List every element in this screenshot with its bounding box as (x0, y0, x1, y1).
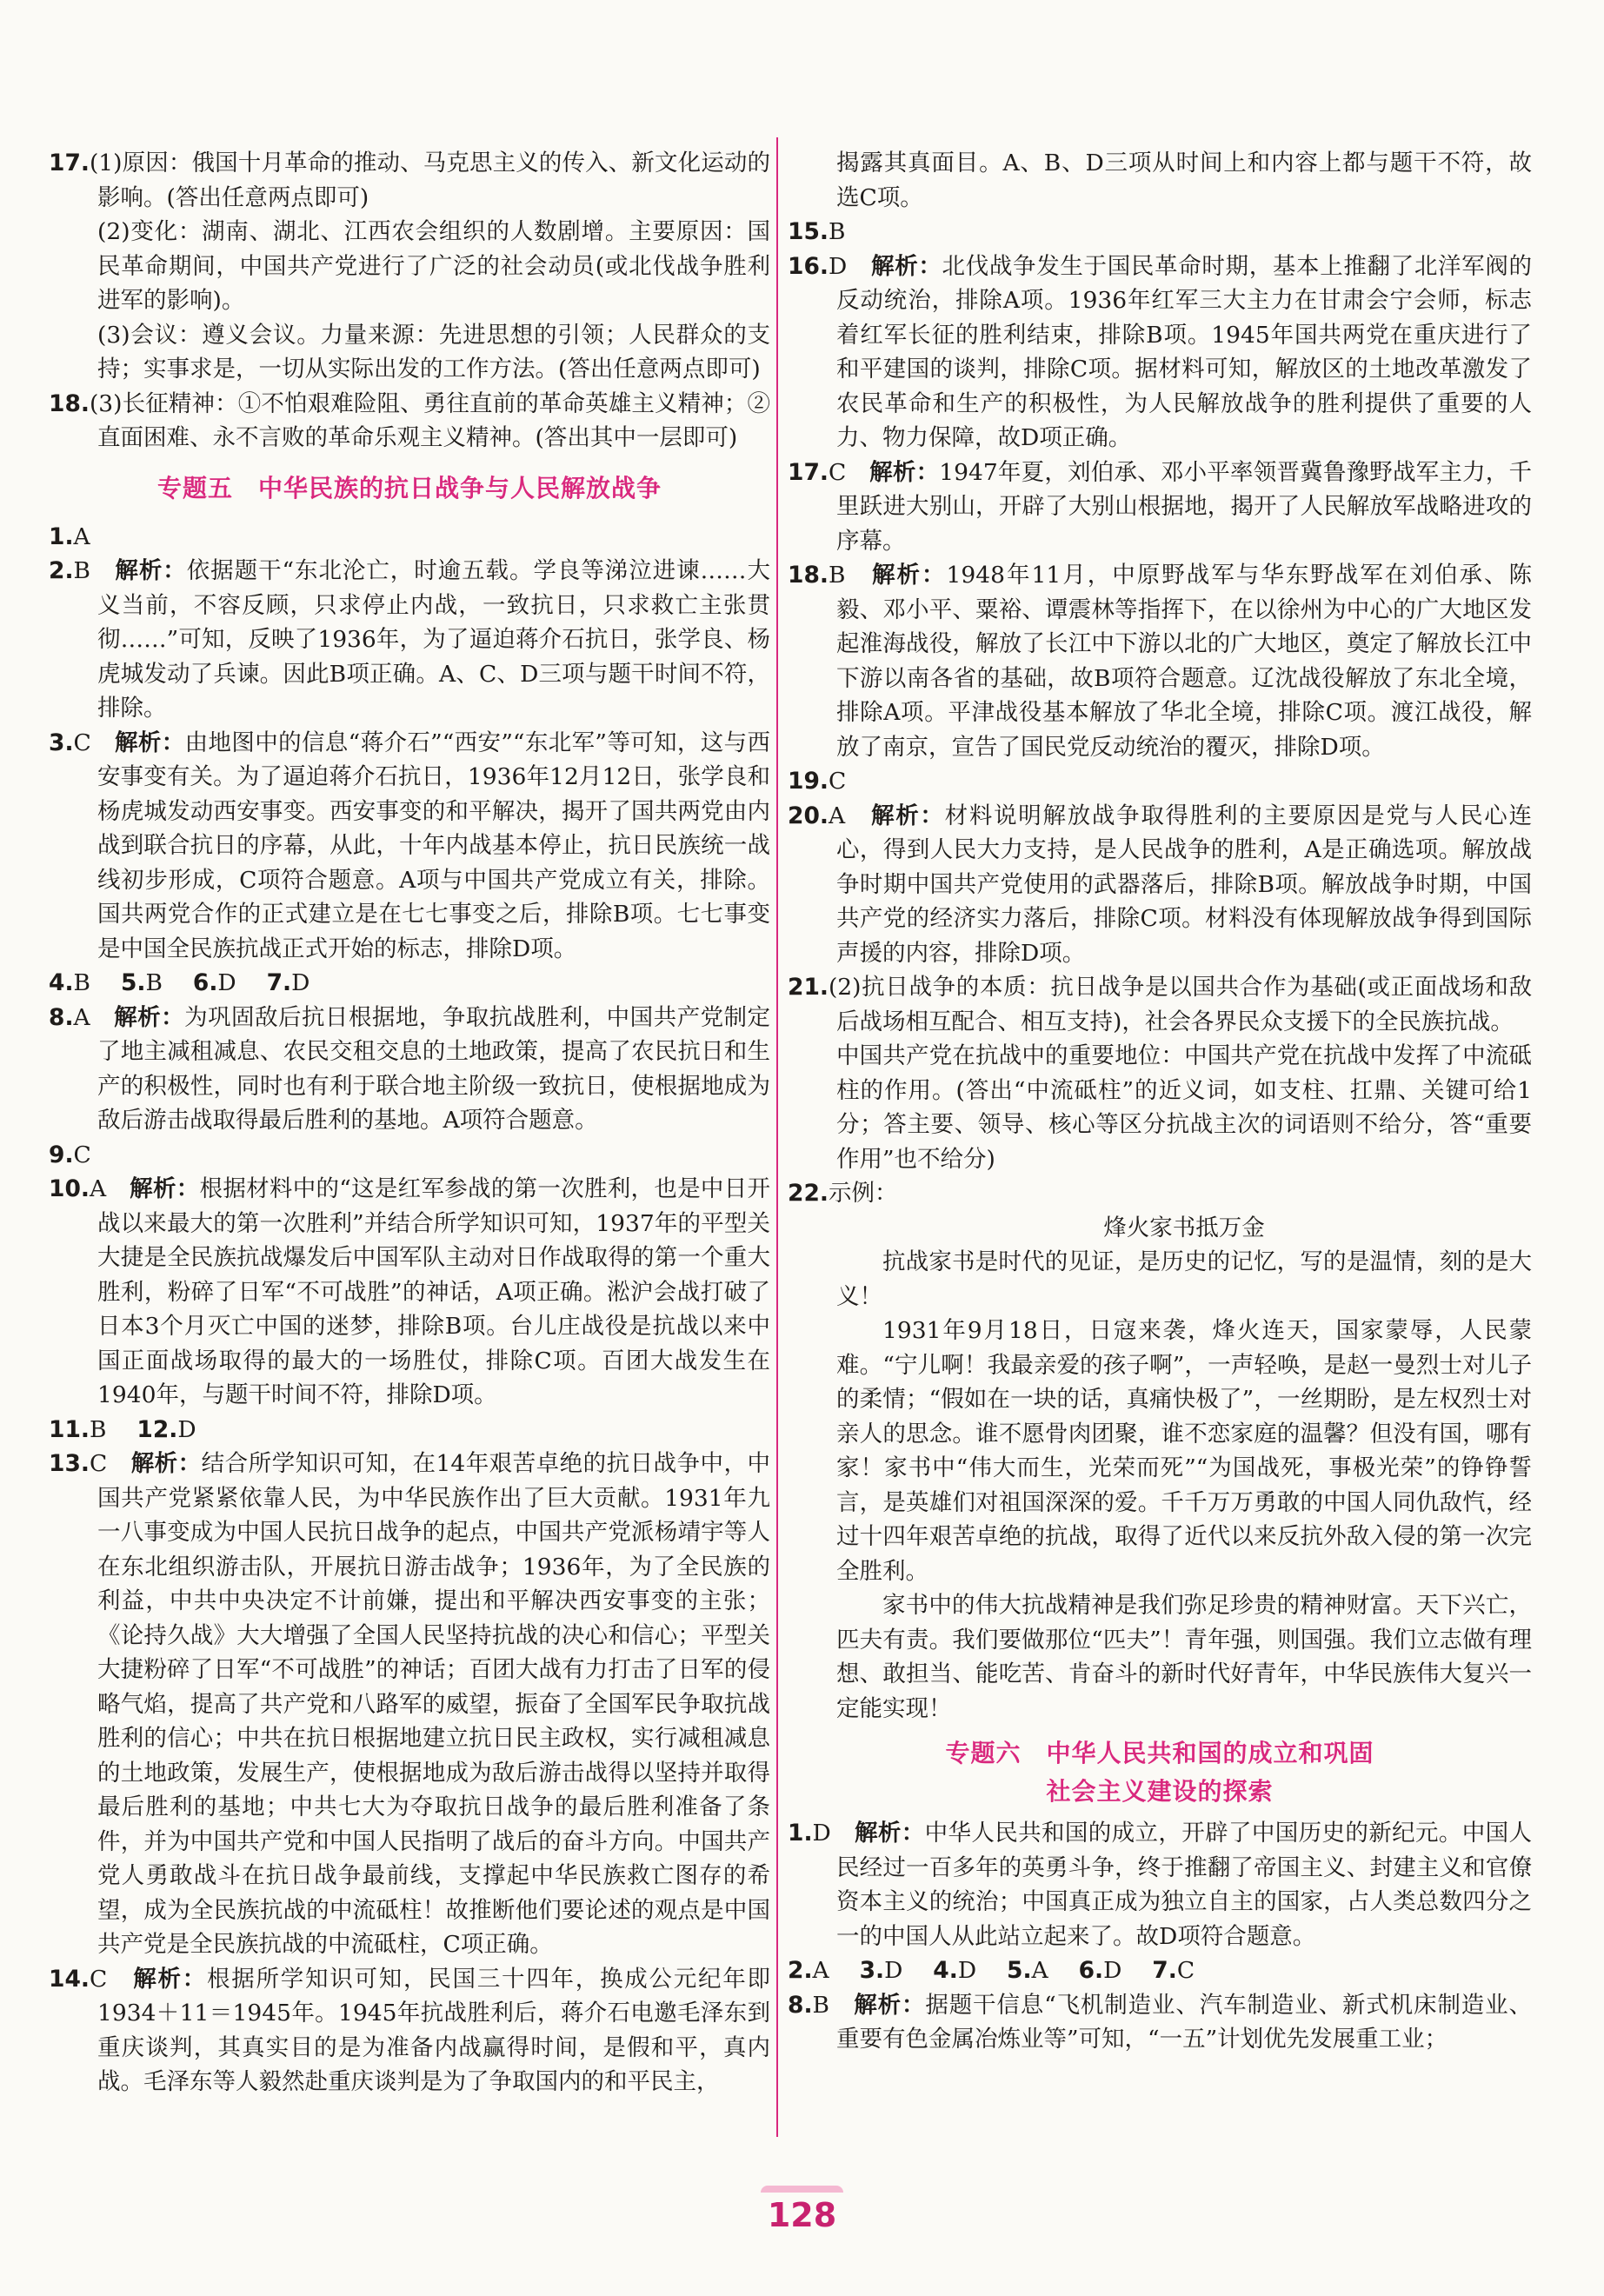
analysis-label: 解析： (871, 252, 942, 280)
analysis-label: 解析： (130, 1175, 200, 1202)
analysis-text: 根据材料中的“这是红军参战的第一次胜利，也是中日开战以来最大的第一次胜利”并结合所学知识可知，1937年的平型关大捷是全民族抗战爆发后中国军队主动对日作战取得的第一个重大胜利，粉碎了日军“不可战胜”的神话，A项正确。淞沪会战打破了日本3个月灭亡中国的迷梦，排除B项。台儿庄战役是抗战以来中国正面战场取得的最大的一场胜仗，排除C项。百团大战发生在1940年，与题干时间不符，排除D项。 (97, 1175, 770, 1408)
question-14: 14.C 解析：根据所学知识可知，民国三十四年，换成公元纪年即1934＋11＝1945年。1945年抗战胜利后，蒋介石电邀毛泽东到重庆谈判，其真实目的是为准备内战赢得时间，是假和平，真内战。毛泽东等人毅然赴重庆谈判是为了争取国内的和平民主， (49, 1965, 771, 2095)
question-20: 20.A 解析：材料说明解放战争取得胜利的主要原因是党与人民心连心，得到人民大力支持，是人民战争的胜利，A是正确选项。解放战争时期中国共产党使用的武器落后，排除B项。解放战争时期，中国共产党的经济实力落后，排除C项。材料没有体现解放战争得到国际声援的内容，排除D项。 (788, 802, 1533, 967)
section-title-6: 专题六 中华人民共和国的成立和巩固 社会主义建设的探索 (945, 1739, 1374, 1806)
s6-question-8: 8.B 解析：据题干信息“飞机制造业、汽车制造业、新式机床制造业、重要有色金属冶炼业等”可知，“一五”计划优先发展重工业； (788, 1991, 1532, 2053)
analysis-text: 中华人民共和国的成立，开辟了中国历史的新纪元。中国人民经过一百多年的英勇斗争，终于推翻了帝国主义、封建主义和官僚资本主义的统治；中国真正成为独立自主的国家，占人类总数四分之一的中国人从此站立起来了。故D项符合题意。 (836, 1820, 1533, 1950)
essay-title: 烽火家书抵万金 (1103, 1214, 1265, 1241)
analysis-text: 依据题干“东北沦亡，时逾五载。学良等涕泣进谏……大义当前，不容反顾，只求停止内战，一致抗日，只求救亡主张贯彻……”可知，反映了1936年，为了逼迫蒋介石抗日，张学良、杨虎城发动了兵谏。因此B项正确。A、C、D三项与题干时间不符，排除。 (97, 557, 770, 722)
question-number: 17. (49, 150, 90, 176)
analysis-label: 解析： (133, 1965, 208, 1993)
question-18-right: 18.B 解析：1948年11月，中原野战军与华东野战军在刘伯承、陈毅、邓小平、粟裕、谭震林等指挥下，在以徐州为中心的广大地区发起淮海战役，解放了长江中下游以北的广大地区，奠定了解放长江中下游以南各省的基础，故B项符合题意。辽沈战役解放了东北全境，排除A项。平津战役基本解放了华北全境，排除C项。渡江战役，解放了南京，宣告了国民党反动统治的覆灭，排除D项。 (788, 562, 1532, 761)
question-3: 3.C 解析：由地图中的信息“蒋介石”“西安”“东北军”等可知，这与西安事变有关。为了逼迫蒋介石抗日，1936年12月12日，张学良和杨虎城发动西安事变。西安事变的和平解决，揭开了国共两党由内战到联合抗日的序幕，从此，十年内战基本停止，抗日民族统一战线初步形成，C项符合题意。A项与中国共产党成立有关，排除。国共两党合作的正式建立是在七七事变之后，排除B项。七七事变是中国全民族抗战正式开始的标志，排除D项。 (49, 729, 770, 962)
analysis-label: 解析： (871, 802, 945, 829)
analysis-text: 1947年夏，刘伯承、邓小平率领晋冀鲁豫野战军主力，千里跃进大别山，开辟了大别山根据地，揭开了人民解放军战略进攻的序幕。 (836, 458, 1532, 555)
questions-11-12: 11.B 12.D (49, 1415, 196, 1443)
question-16: 16.D 解析：北伐战争发生于国民革命时期，基本上推翻了北洋军阀的反动统治，排除A项。1936年红军三大主力在甘肃会宁会师，标志着红军长征的胜利结束，排除B项。1945年国共两党在重庆进行了和平建国的谈判，排除C项。据材料可知，解放区的土地改革激发了农民革命和生产的积极性，为人民解放战争的胜利提供了重要的人力、物力保障，故D项正确。 (788, 252, 1533, 451)
answer-text: (1)原因：俄国十月革命的推动、马克思主义的传入、新文化运动的影响。(答出任意两点即可) (89, 150, 770, 211)
question-17 (49, 146, 770, 387)
answer-text: 中国共产党在抗战中的重要地位：中国共产党在抗战中发挥了中流砥柱的作用。(答出“中流砥柱”的近义词，如支柱、扛鼎、关键可给1分；答主要、领导、核心等区分抗战主次的词语则不给分，答“重要作用”也不给分) (836, 1042, 1532, 1173)
question-21: 21.(2)抗日战争的本质：抗日战争是以国共合作为基础(或正面战场和敌后战场相互配合、相互支持)，社会各界民众支援下的全民族抗战。 中国共产党在抗战中的重要地位：中国共产党在抗战中发挥了中流砥柱的作用。(答出“中流砥柱”的近义词，如支柱、扛鼎、关键可给1分；答主要、领导、核心等区分抗战主次的词语则不给分，答“重要作用”也不给分) (788, 970, 1532, 1176)
analysis-label: 解析： (854, 1991, 926, 2019)
analysis-text: 根据所学知识可知，民国三十四年，换成公元纪年即1934＋11＝1945年。1945年抗战胜利后，蒋介石电邀毛泽东到重庆谈判，其真实目的是为准备内战赢得时间，是假和平，真内战。毛泽东等人毅然赴重庆谈判是为了争取国内的和平民主， (97, 1965, 771, 2095)
analysis-label: 解析： (855, 1820, 925, 1847)
analysis-text: 结合所学知识可知，在14年艰苦卓绝的抗日战争中，中国共产党紧紧依靠人民，为中华民族作出了巨大贡献。1931年九一八事变成为中国人民抗日战争的起点，中国共产党派杨靖宇等人在东北组织游击队，开展抗日游击战争；1936年，为了全民族的利益，中共中央决定不计前嫌，提出和平解决西安事变的主张；《论持久战》大大增强了全国人民坚持抗战的决心和信心；平型关大捷粉碎了日军“不可战胜”的神话；百团大战有力打击了日军的侵略气焰，提高了共产党和八路军的威望，振奋了全国军民争取抗战胜利的信心；中共在抗日根据地建立抗日民主政权，实行减租减息的土地政策，发展生产，使根据地成为敌后游击战得以坚持并取得最后胜利的基地；中共七大为夺取抗日战争的最后胜利准备了条件，并为中国共产党和中国人民指明了战后的奋斗方向。中国共产党人勇敢战斗在抗日战争最前线，支撑起中华民族救亡图存的希望，成为全民族抗战的中流砥柱！故推断他们要论述的观点是中国共产党是全民族抗战的中流砥柱，C项正确。 (97, 1450, 770, 1958)
question-22: 22.示例： 烽火家书抵万金 抗战家书是时代的见证，是历史的记忆，写的是温情，刻的是大义！ 1931年9月18日，日寇来袭，烽火连天，国家蒙辱，人民蒙难。“宁儿啊！我最亲爱的孩子啊”，一声轻唤，是赵一曼烈士对儿子的柔情；“假如在一块的话，真痛快极了”，一丝期盼，是左权烈士对亲人的思念。谁不愿骨肉团聚，谁不恋家庭的温馨？但没有国，哪有家！家书中“伟大而生，光荣而死”“为国战死，事极光荣”的铮铮誓言，是英雄们对祖国深深的爱。千千万万勇敢的中国人同仇敌忾，经过十四年艰苦卓绝的抗战，取得了近代以来反抗外敌入侵的第一次完全胜利。 家书中的伟大抗战精神是我们弥足珍贵的精神财富。天下兴亡，匹夫有责。我们要做那位“匹夫”！青年强，则国强。我们立志做有理想、敢担当、能吃苦、肯奋斗的新时代好青年，中华民族伟大复兴一定能实现！ (788, 1176, 1532, 1726)
analysis-label: 解析： (115, 729, 185, 756)
question-1: 1.A (49, 522, 90, 550)
page-number-badge: 128 (752, 2191, 852, 2239)
analysis-label: 解析： (869, 458, 940, 486)
essay-paragraph: 家书中的伟大抗战精神是我们弥足珍贵的精神财富。天下兴亡，匹夫有责。我们要做那位“匹夫”！青年强，则国强。我们立志做有理想、敢担当、能吃苦、肯奋斗的新时代好青年，中华民族伟大复兴一定能实现！ (836, 1592, 1532, 1722)
question-9: 9.C (49, 1141, 91, 1168)
question-8: 8.A 解析：为巩固敌后抗日根据地，争取抗战胜利，中国共产党制定了地主减租减息、农民交租交息的土地政策，提高了农民抗日和生产的积极性，同时也有利于联合地主阶级一致抗日，使根据地成为敌后游击战取得最后胜利的基地。A项符合题意。 (49, 1003, 771, 1134)
analysis-label: 解析： (115, 557, 187, 584)
s6-questions-2-7: 2.A 3.D 4.D 5.A 6.D 7.C (788, 1957, 1195, 1984)
analysis-label: 解析： (114, 1003, 185, 1031)
question-13: 13.C 解析：结合所学知识可知，在14年艰苦卓绝的抗日战争中，中国共产党紧紧依靠人民，为中华民族作出了巨大贡献。1931年九一八事变成为中国人民抗日战争的起点，中国共产党派杨靖宇等人在东北组织游击队，开展抗日游击战争；1936年，为了全民族的利益，中共中央决定不计前嫌，提出和平解决西安事变的主张；《论持久战》大大增强了全国人民坚持抗战的决心和信心；平型关大捷粉碎了日军“不可战胜”的神话；百团大战有力打击了日军的侵略气焰，提高了共产党和八路军的威望，振奋了全国军民争取抗战胜利的信心；中共在抗日根据地建立抗日民主政权，实行减租减息的土地政策，发展生产，使根据地成为敌后游击战得以坚持并取得最后胜利的基地；中共七大为夺取抗日战争的最后胜利准备了条件，并为中国共产党和中国人民指明了战后的奋斗方向。中国共产党人勇敢战斗在抗日战争最前线，支撑起中华民族救亡图存的希望，成为全民族抗战的中流砥柱！故推断他们要论述的观点是中国共产党是全民族抗战的中流砥柱，C项正确。 (49, 1450, 770, 1958)
left-column (49, 146, 770, 2100)
question-14-continued: 揭露其真面目。A、B、D三项从时间上和内容上都与题干不符，故选C项。 (836, 150, 1532, 211)
question-2: 2.B 解析：依据题干“东北沦亡，时逾五载。学良等涕泣进谏……大义当前，不容反顾，只求停止内战，一致抗日，只求救亡主张贯彻……”可知，反映了1936年，为了逼迫蒋介石抗日，张学良、杨虎城发动了兵谏。因此B项正确。A、C、D三项与题干时间不符，排除。 (49, 557, 770, 722)
question-number: 18. (49, 389, 90, 417)
question-18 (49, 387, 770, 456)
answer-text: (2)变化：湖南、湖北、江西农会组织的人数剧增。主要原因：国民革命期间，中国共产党进行了广泛的社会动员(或北伐战争胜利进军的影响)。 (97, 218, 770, 314)
s6-question-1: 1.D 解析：中华人民共和国的成立，开辟了中国历史的新纪元。中国人民经过一百多年的英勇斗争，终于推翻了帝国主义、封建主义和官僚资本主义的统治；中国真正成为独立自主的国家，占人类总数四分之一的中国人从此站立起来了。故D项符合题意。 (788, 1820, 1533, 1950)
analysis-label: 解析： (130, 1450, 202, 1477)
analysis-text: 据题干信息“飞机制造业、汽车制造业、新式机床制造业、重要有色金属冶炼业等”可知，“一五”计划优先发展重工业； (836, 1991, 1532, 2053)
example-label: 示例： (828, 1180, 898, 1207)
question-15: 15.B (788, 218, 846, 245)
right-column (788, 146, 1532, 2057)
analysis-text: 为巩固敌后抗日根据地，争取抗战胜利，中国共产党制定了地主减租减息、农民交租交息的土地政策，提高了农民抗日和生产的积极性，同时也有利于联合地主阶级一致抗日，使根据地成为敌后游击战取得最后胜利的基地。A项符合题意。 (97, 1003, 771, 1134)
section-title-5: 专题五 中华民族的抗日战争与人民解放战争 (156, 473, 662, 502)
answer-text: (3)会议：遵义会议。力量来源：先进思想的引领；人民群众的支持；实事求是，一切从实际出发的工作方法。(答出任意两点即可) (97, 321, 770, 383)
analysis-text: 材料说明解放战争取得胜利的主要原因是党与人民心连心，得到人民大力支持，是人民战争的胜利，A是正确选项。解放战争时期中国共产党使用的武器落后，排除B项。解放战争时期，中国共产党的经济实力落后，排除C项。材料没有体现解放战争得到国际声援的内容，排除D项。 (836, 802, 1533, 967)
answer-text: (2)抗日战争的本质：抗日战争是以国共合作为基础(或正面战场和敌后战场相互配合、相互支持)，社会各界民众支援下的全民族抗战。 (828, 974, 1532, 1035)
questions-4-7: 4.B 5.B 6.D 7.D (49, 969, 310, 996)
analysis-label: 解析： (871, 562, 947, 589)
analysis-text: 1948年11月，中原野战军与华东野战军在刘伯承、陈毅、邓小平、粟裕、谭震林等指挥下，在以徐州为中心的广大地区发起淮海战役，解放了长江中下游以北的广大地区，奠定了解放长江中下游以南各省的基础，故B项符合题意。辽沈战役解放了东北全境，排除A项。平津战役基本解放了华北全境，排除C项。渡江战役，解放了南京，宣告了国民党反动统治的覆灭，排除D项。 (836, 562, 1532, 761)
answer-text: (3)长征精神：①不怕艰难险阻、勇往直前的革命英雄主义精神；②直面困难、永不言败的革命乐观主义精神。(答出其中一层即可) (89, 389, 770, 451)
page-number (0, 2191, 1604, 2239)
analysis-text: 由地图中的信息“蒋介石”“西安”“东北军”等可知，这与西安事变有关。为了逼迫蒋介石抗日，1936年12月12日，张学良和杨虎城发动西安事变。西安事变的和平解决，揭开了国共两党由内战到联合抗日的序幕，从此，十年内战基本停止，抗日民族统一战线初步形成，C项符合题意。A项与中国共产党成立有关，排除。国共两党合作的正式建立是在七七事变之后，排除B项。七七事变是中国全民族抗战正式开始的标志，排除D项。 (97, 729, 770, 962)
column-divider (776, 137, 778, 2137)
analysis-text: 北伐战争发生于国民革命时期，基本上推翻了北洋军阀的反动统治，排除A项。1936年红军三大主力在甘肃会宁会师，标志着红军长征的胜利结束，排除B项。1945年国共两党在重庆进行了和平建国的谈判，排除C项。据材料可知，解放区的土地改革激发了农民革命和生产的积极性，为人民解放战争的胜利提供了重要的人力、物力保障，故D项正确。 (836, 252, 1533, 451)
essay-paragraph: 抗战家书是时代的见证，是历史的记忆，写的是温情，刻的是大义！ (836, 1248, 1532, 1310)
question-19: 19.C (788, 768, 847, 795)
question-10: 10.A 解析：根据材料中的“这是红军参战的第一次胜利，也是中日开战以来最大的第一次胜利”并结合所学知识可知，1937年的平型关大捷是全民族抗战爆发后中国军队主动对日作战取得的第一个重大胜利，粉碎了日军“不可战胜”的神话，A项正确。淞沪会战打破了日本3个月灭亡中国的迷梦，排除B项。台儿庄战役是抗战以来中国正面战场取得的最大的一场胜仗，排除C项。百团大战发生在1940年，与题干时间不符，排除D项。 (49, 1175, 770, 1408)
question-17-right: 17.C 解析：1947年夏，刘伯承、邓小平率领晋冀鲁豫野战军主力，千里跃进大别山，开辟了大别山根据地，揭开了人民解放军战略进攻的序幕。 (788, 458, 1532, 555)
essay-paragraph: 1931年9月18日，日寇来袭，烽火连天，国家蒙辱，人民蒙难。“宁儿啊！我最亲爱的孩子啊”，一声轻唤，是赵一曼烈士对儿子的柔情；“假如在一块的话，真痛快极了”，一丝期盼，是左权烈士对亲人的思念。谁不愿骨肉团聚，谁不恋家庭的温馨？但没有国，哪有家！家书中“伟大而生，光荣而死”“为国战死，事极光荣”的铮铮誓言，是英雄们对祖国深深的爱。千千万万勇敢的中国人同仇敌忾，经过十四年艰苦卓绝的抗战，取得了近代以来反抗外敌入侵的第一次完全胜利。 (836, 1317, 1532, 1585)
